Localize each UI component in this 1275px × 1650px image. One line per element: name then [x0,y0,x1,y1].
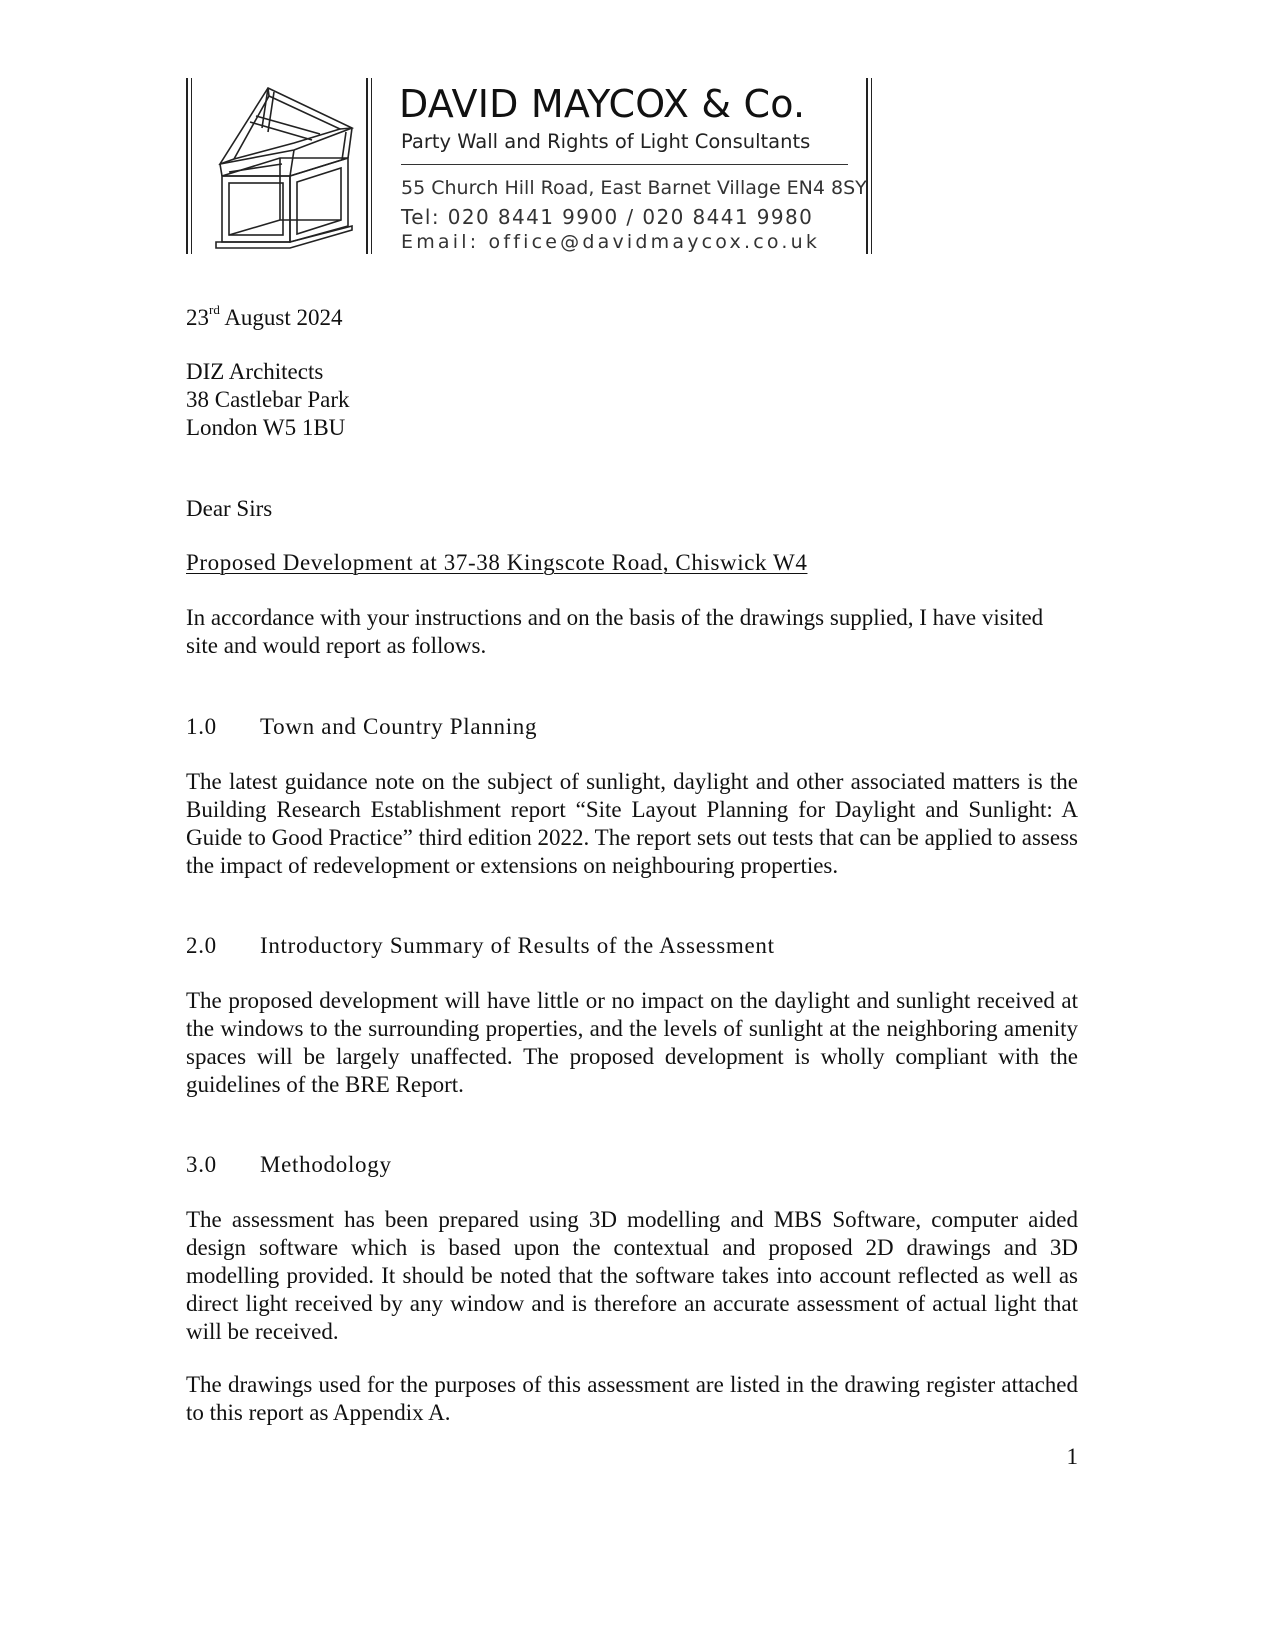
section-paragraph: The latest guidance note on the subject of sunlight, daylight and other associated matters is the Building Research Establishment report “Site Layout Planning for Daylight and Sunlight: A Guide to Good Practice” third edition 2022. The report sets out tests that can be applied to assess the impact of redevelopment or extensions on neighbouring properties. [186,769,1078,878]
letterhead [186,78,872,254]
company-email: Email: office@davidmaycox.co.uk [401,231,821,253]
company-name: DAVID MAYCOX & Co. [399,82,806,126]
section-paragraph: The proposed development will have little or no impact on the daylight and sunlight received at the windows to the surrounding properties, and the levels of sunlight at the neighboring amenity spaces will be largely unaffected. The proposed development is wholly compliant with the guidelines of the BRE Report. [186,988,1078,1097]
recipient-line: 38 Castlebar Park [186,387,350,412]
company-address: 55 Church Hill Road, East Barnet Village EN4 8SY [401,177,867,199]
section-heading [186,932,775,960]
subject-line: Proposed Development at 37-38 Kingscote Road, Chiswick W4 [186,550,808,575]
letterhead-divider [186,78,192,254]
section-number: 3.0 [186,1152,217,1177]
section-paragraph: The assessment has been prepared using 3D modelling and MBS Software, computer aided design software which is based upon the contextual and proposed 2D drawings and 3D modelling provided. It should be noted that the software takes into account reflected as well as direct light received by any window and is therefore an accurate assessment of actual light that will be received. [186,1207,1078,1344]
company-tagline: Party Wall and Rights of Light Consultants [401,130,811,153]
section-title: Methodology [260,1152,392,1177]
intro-paragraph: In accordance with your instructions and on the basis of the drawings supplied, I have visited site and would report as follows. [186,605,1044,658]
recipient-line: London W5 1BU [186,415,346,440]
letterhead-divider [866,78,872,254]
section-heading [186,1151,392,1179]
letter-date [186,304,343,332]
page-number: 1 [1066,1444,1078,1469]
section-title: Introductory Summary of Results of the Assessment [260,933,775,958]
letterhead-divider [366,78,372,254]
section-number: 2.0 [186,933,217,958]
date-month-year: August 2024 [219,305,343,330]
date-suffix: rd [209,302,220,318]
company-telephone: Tel: 020 8441 9900 / 020 8441 9980 [401,205,814,229]
date-day: 23 [186,305,209,330]
section-number: 1.0 [186,714,217,739]
section-heading [186,713,537,741]
section-title: Town and Country Planning [260,714,538,739]
letterhead-rule [401,164,848,165]
recipient-address [186,358,350,442]
salutation: Dear Sirs [186,496,273,521]
recipient-line: DIZ Architects [186,359,324,384]
isometric-house-frame-icon [202,80,362,252]
section-paragraph: The drawings used for the purposes of this assessment are listed in the drawing register attached to this report as Appendix A. [186,1372,1078,1425]
